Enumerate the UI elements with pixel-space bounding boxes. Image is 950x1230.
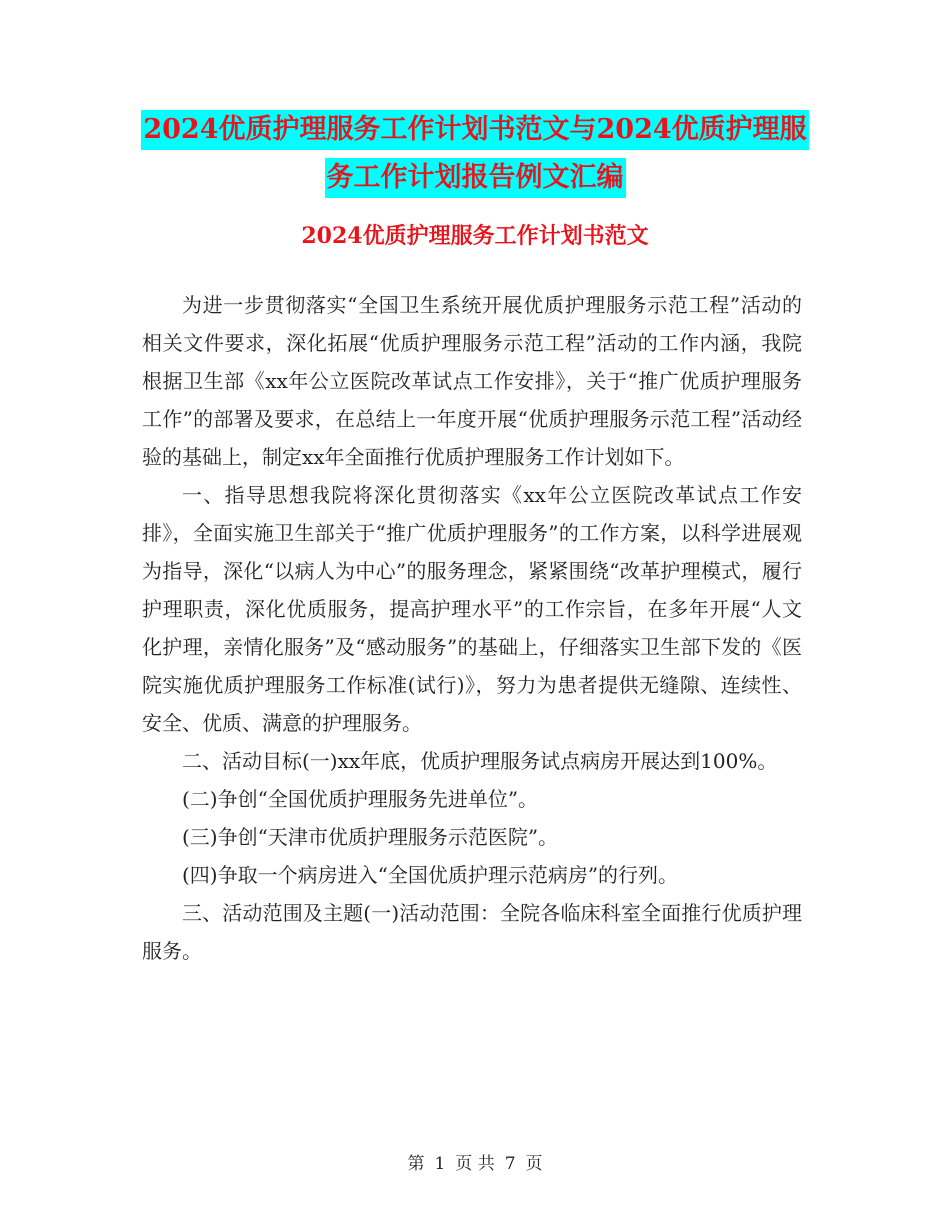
footer-suffix: 页 <box>525 1154 543 1174</box>
section-title: 2024优质护理服务工作计划书范文 <box>301 223 649 249</box>
title-line-1: 2024优质护理服务工作计划书范文与2024优质护理服 <box>141 110 808 150</box>
paragraph: (二)争创“全国优质护理服务先进单位”。 <box>182 787 539 811</box>
footer-mid: 页 共 <box>455 1154 495 1174</box>
page-footer <box>0 1152 950 1176</box>
paragraph: (四)争取一个病房进入“全国优质护理示范病房”的行列。 <box>182 863 679 887</box>
title-line-2: 务工作计划报告例文汇编 <box>325 158 626 198</box>
footer-prefix: 第 <box>407 1154 425 1174</box>
paragraph: 三、活动范围及主题(一)活动范围：全院各临床科室全面推行优质护理服务。 <box>142 901 802 963</box>
page-number: 1 <box>434 1154 446 1174</box>
paragraph: 一、指导思想我院将深化贯彻落实《xx年公立医院改革试点工作安排》，全面实施卫生部关于“推广优质护理服务”的工作方案，以科学进展观为指导，深化“以病人为中心”的服务理念，紧紧围绕“改革护理模式，履行护理职责，深化优质服务，提高护理水平”的工作宗旨，在多年开展“人文化护理，亲情化服务”及“感动服务”的基础上，仔细落实卫生部下发的《医院实施优质护理服务工作标准(试行)》，努力为患者提供无缝隙、连续性、安全、优质、满意的护理服务。 <box>142 483 802 735</box>
paragraph: 为进一步贯彻落实“全国卫生系统开展优质护理服务示范工程”活动的相关文件要求，深化拓展“优质护理服务示范工程”活动的工作内涵，我院根据卫生部《xx年公立医院改革试点工作安排》，关于“推广优质护理服务工作”的部署及要求，在总结上一年度开展“优质护理服务示范工程”活动经验的基础上，制定xx年全面推行优质护理服务工作计划如下。 <box>142 293 802 469</box>
body-text <box>142 286 802 970</box>
paragraph: (三)争创“天津市优质护理服务示范医院”。 <box>182 825 559 849</box>
document-title <box>140 110 810 198</box>
total-pages: 7 <box>504 1154 516 1174</box>
paragraph: 二、活动目标(一)xx年底，优质护理服务试点病房开展达到100%。 <box>182 749 778 773</box>
